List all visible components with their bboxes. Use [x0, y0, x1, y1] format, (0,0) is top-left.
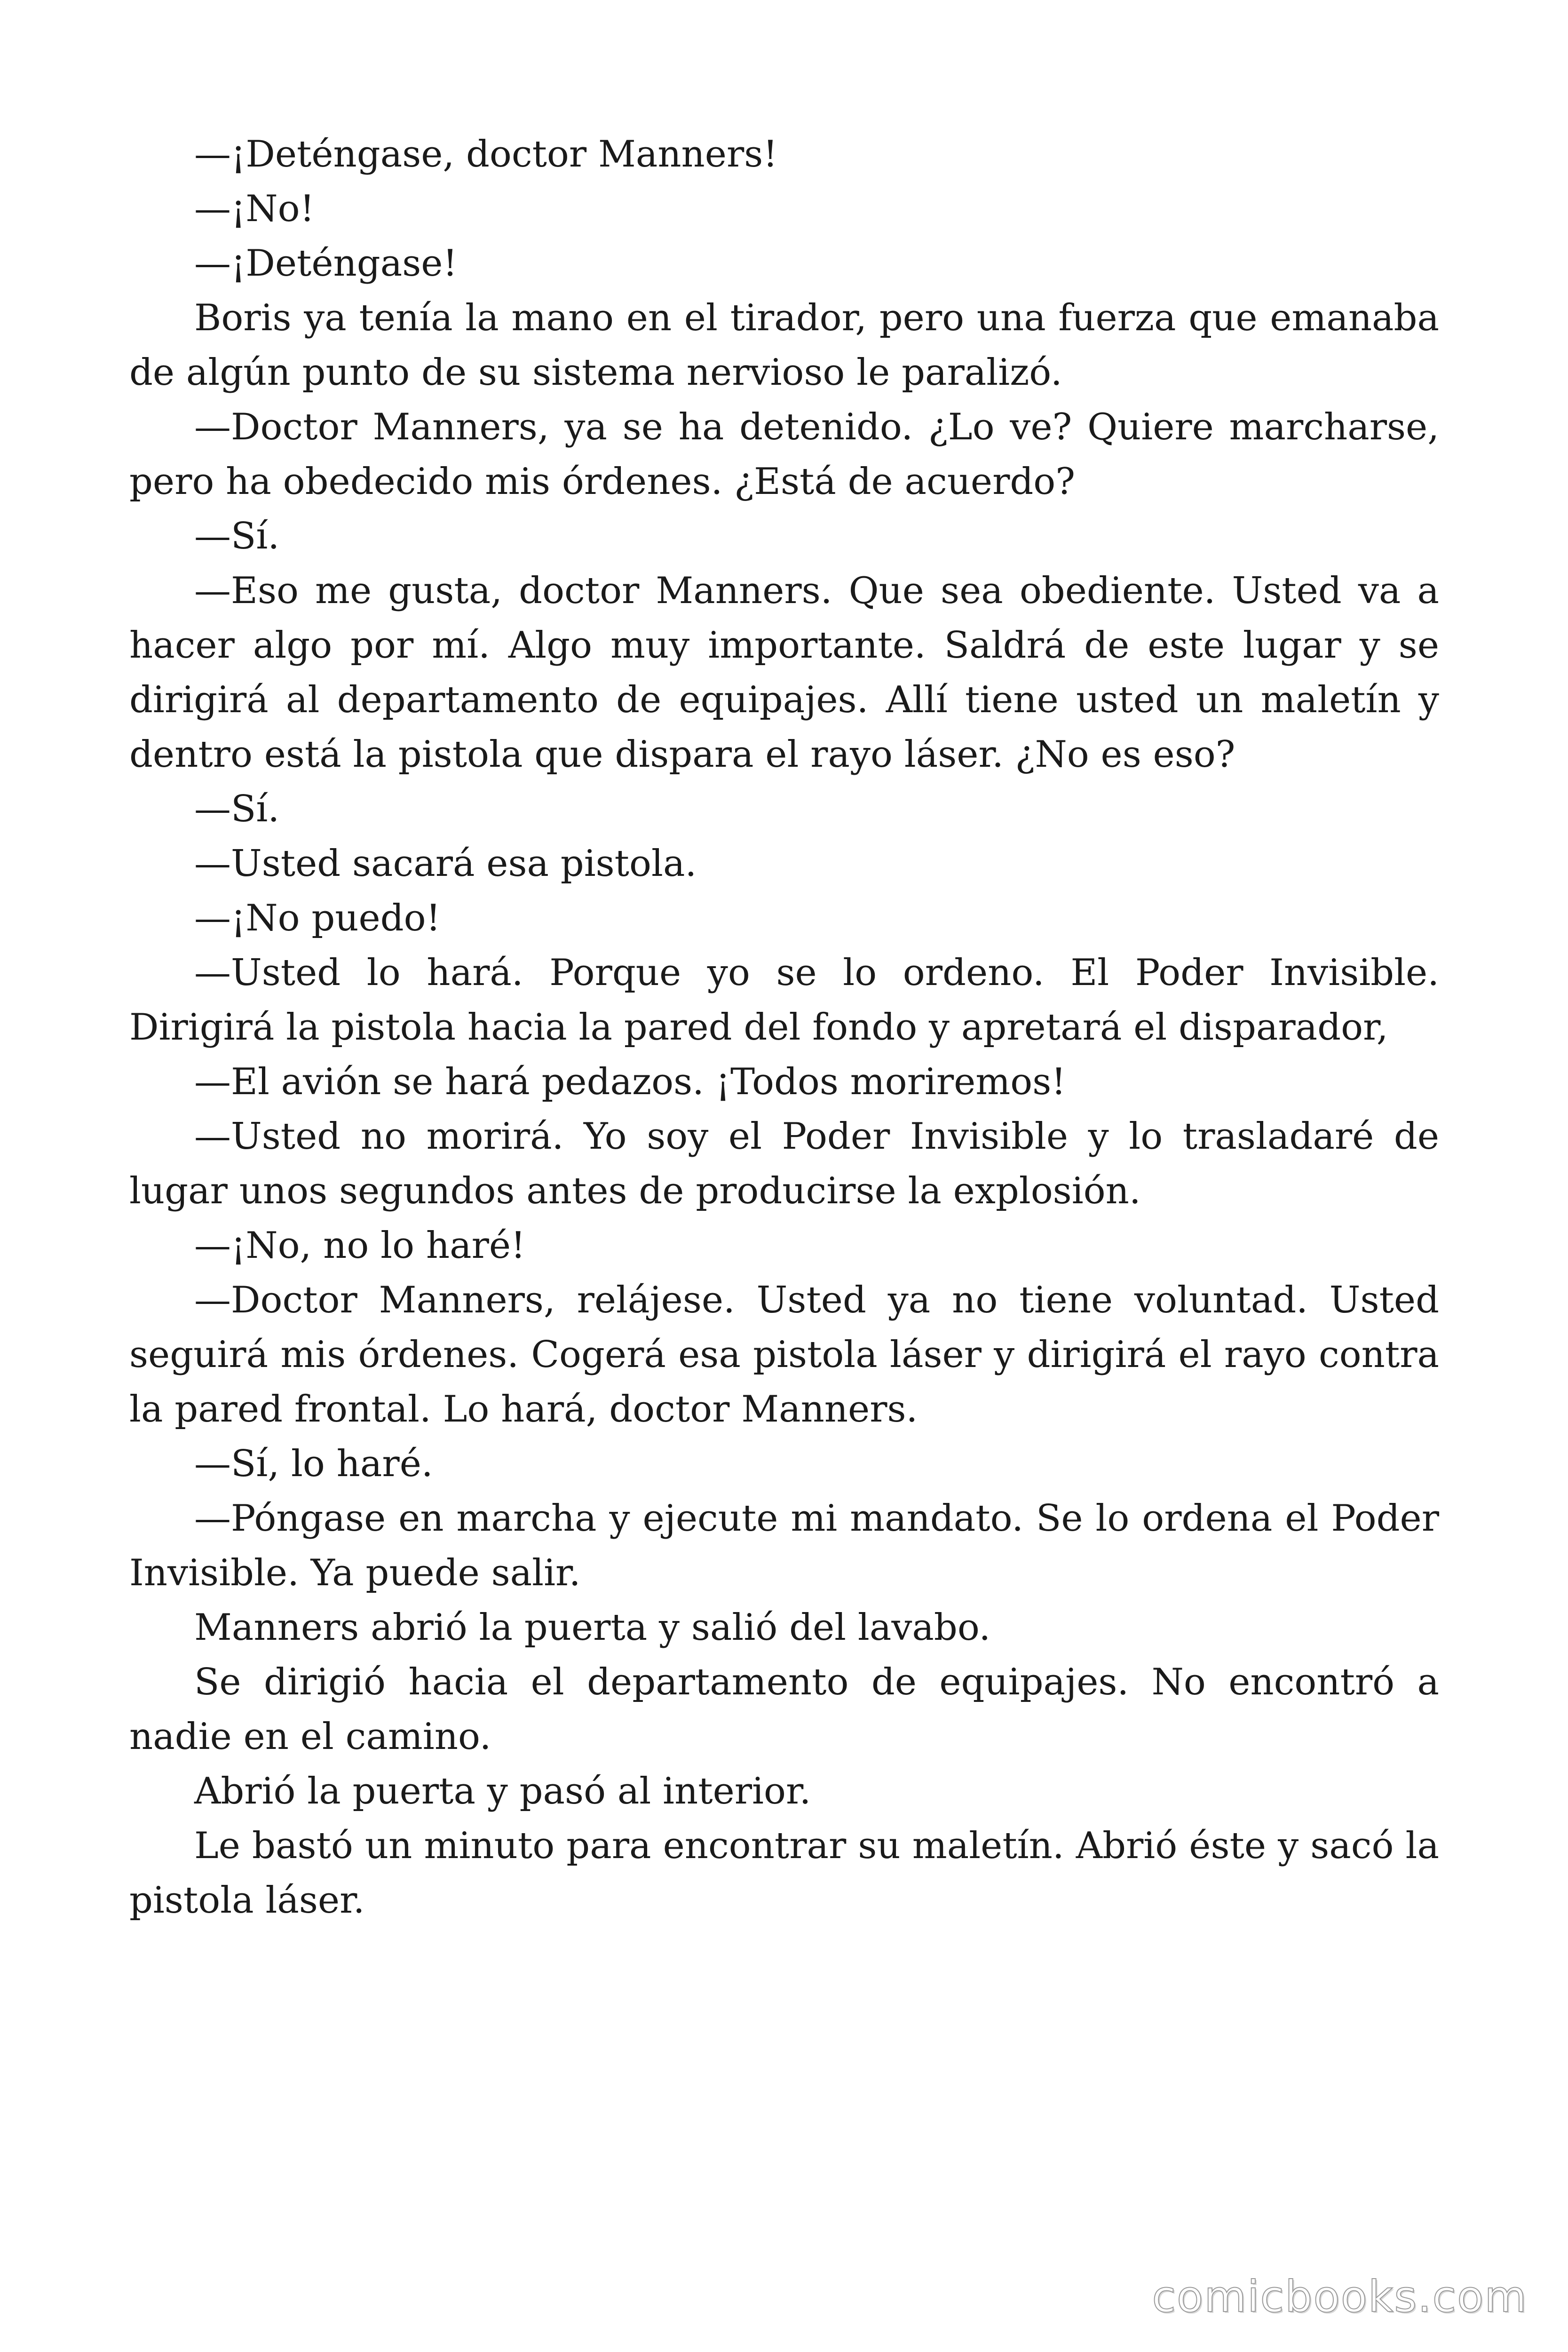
watermark: comicbooks.com	[1152, 2272, 1528, 2322]
paragraph: —¡No, no lo haré!	[194, 1224, 526, 1267]
paragraph: —El avión se hará pedazos. ¡Todos moriremos!	[194, 1061, 1066, 1103]
paragraph: —Eso me gusta, doctor Manners. Que sea obediente. Usted va a hacer algo por mí. Algo muy importante. Saldrá de este lugar y se dirigirá al departamento de equipajes. Allí tiene usted un maletín y dentro está la pistola que dispara el rayo láser. ¿No es eso?	[129, 570, 1439, 776]
paragraph: —¡No puedo!	[194, 897, 441, 939]
paragraph: —Doctor Manners, relájese. Usted ya no tiene voluntad. Usted seguirá mis órdenes. Cogerá esa pistola láser y dirigirá el rayo contra la pared frontal. Lo hará, doctor Manners.	[129, 1279, 1439, 1430]
paragraph: Se dirigió hacia el departamento de equipajes. No encontró a nadie en el camino.	[129, 1661, 1439, 1758]
paragraph: Abrió la puerta y pasó al interior.	[194, 1770, 811, 1812]
paragraph: Manners abrió la puerta y salió del lavabo.	[194, 1606, 991, 1649]
paragraph: —Doctor Manners, ya se ha detenido. ¿Lo ve? Quiere marcharse, pero ha obedecido mis órdenes. ¿Está de acuerdo?	[129, 406, 1439, 503]
paragraph: —Sí.	[194, 788, 280, 830]
paragraph: —Póngase en marcha y ejecute mi mandato. Se lo ordena el Poder Invisible. Ya puede salir.	[129, 1497, 1439, 1594]
paragraph: —Usted sacará esa pistola.	[194, 842, 697, 885]
paragraph: —¡Deténgase, doctor Manners!	[194, 133, 778, 175]
paragraph: —Usted lo hará. Porque yo se lo ordeno. El Poder Invisible. Dirigirá la pistola hacia la pared del fondo y apretará el disparador,	[129, 952, 1439, 1049]
paragraph: Boris ya tenía la mano en el tirador, pero una fuerza que emanaba de algún punto de su sistema nervioso le paralizó.	[129, 297, 1439, 394]
page-body	[129, 127, 1439, 1928]
paragraph: —¡No!	[194, 188, 315, 230]
paragraph: —Sí, lo haré.	[194, 1443, 433, 1485]
paragraph: —Usted no morirá. Yo soy el Poder Invisible y lo trasladaré de lugar unos segundos antes de producirse la explosión.	[129, 1115, 1439, 1212]
paragraph: —¡Deténgase!	[194, 242, 458, 285]
paragraph: —Sí.	[194, 515, 280, 557]
paragraph: Le bastó un minuto para encontrar su maletín. Abrió éste y sacó la pistola láser.	[129, 1825, 1439, 1922]
